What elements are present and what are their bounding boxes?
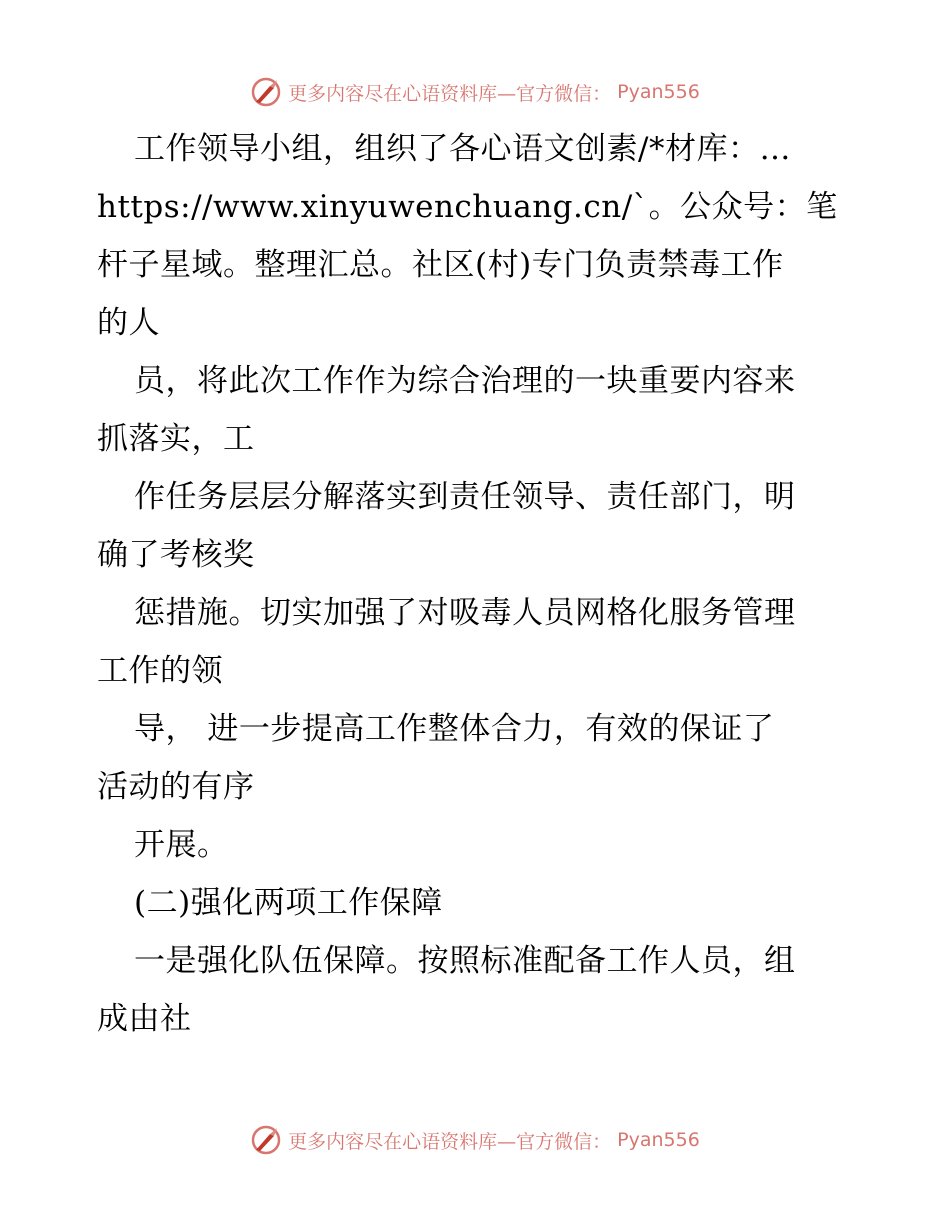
body-line: 导， 进一步提高工作整体合力，有效的保证了 [134,711,775,747]
quill-logo-icon [250,1124,282,1156]
body-line: 抓落实，工 [97,421,255,457]
body-line: 杆子星域。整理汇总。社区(村)专门负责禁毒工作 [97,247,784,283]
footer-watermark-text: 更多内容尽在心语资料库—官方微信： [288,1130,612,1153]
header-watermark-text: 更多内容尽在心语资料库—官方微信： [288,82,612,105]
body-line: 作任务层层分解落实到责任领导、责任部门，明 [134,479,796,515]
footer-watermark [0,1120,950,1160]
body-line: 工作领导小组，组织了各心语文创素/*材库：… [134,131,791,167]
document-body [97,120,857,1048]
body-line: 员，将此次工作作为综合治理的一块重要内容来 [134,363,796,399]
body-line: 活动的有序 [97,769,255,805]
body-line: 的人 [97,305,160,341]
quill-logo-icon [250,76,282,108]
header-watermark [0,72,950,112]
body-line: https://www.xinyuwenchuang.cn/`。公众号：笔 [97,189,838,225]
body-line: 开展。 [134,827,229,863]
footer-watermark-id: Pyan556 [617,1129,700,1151]
header-watermark-id: Pyan556 [617,81,700,103]
body-line: 工作的领 [97,653,223,689]
body-line: 成由社 [97,1001,192,1037]
section-heading: (二)强化两项工作保障 [134,885,443,921]
body-line: 确了考核奖 [97,537,255,573]
body-line: 一是强化队伍保障。按照标准配备工作人员，组 [134,943,796,979]
body-line: 惩措施。切实加强了对吸毒人员网格化服务管理 [134,595,796,631]
